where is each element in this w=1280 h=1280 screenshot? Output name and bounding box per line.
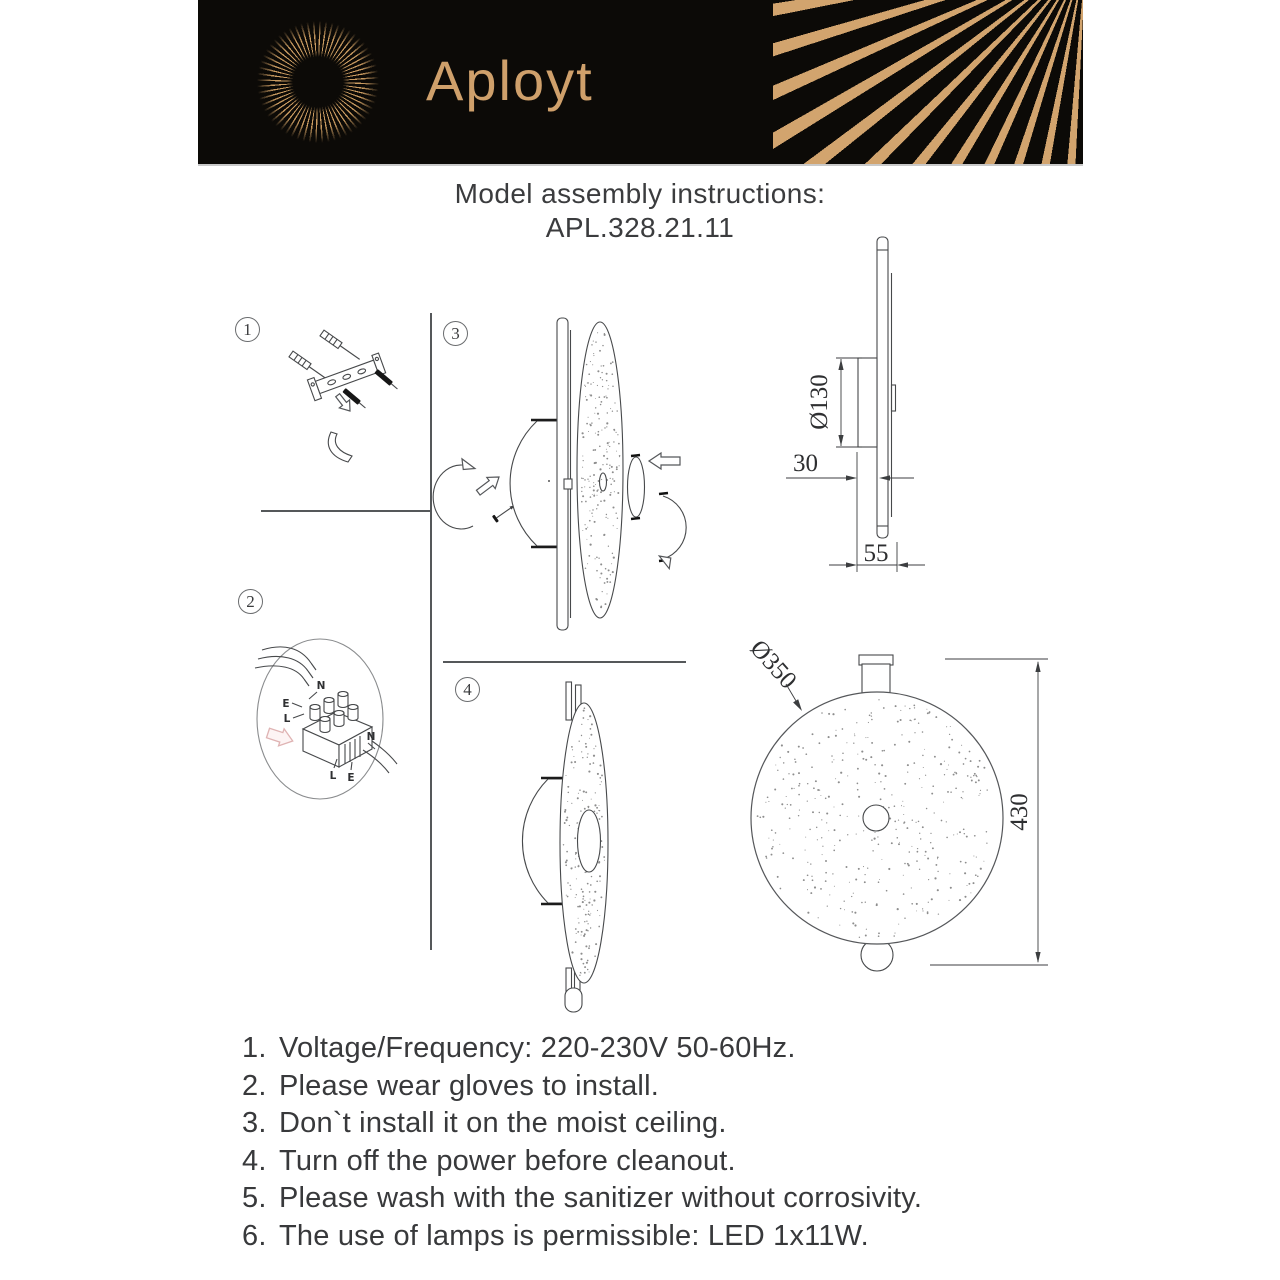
list-item-text: The use of lamps is permissible: LED 1x11W. [279, 1219, 869, 1252]
list-item-text: Don`t install it on the moist ceiling. [279, 1107, 727, 1139]
list-item-text: Turn off the power before cleanout. [279, 1144, 736, 1177]
list-item-number: 2. [242, 1069, 267, 1102]
wire-label-l: L [283, 713, 291, 725]
list-item [242, 1218, 922, 1256]
horizontal-divider-left [261, 510, 430, 512]
center-hole [863, 805, 889, 831]
step-2-wiring-drawing [230, 560, 430, 820]
dim-mount-diameter [806, 358, 862, 447]
list-item [242, 1143, 922, 1181]
lock-ring [628, 455, 645, 519]
list-item-text: Please wash with the sanitizer without corrosivity. [279, 1182, 923, 1214]
vertical-divider [430, 313, 432, 950]
push-arrow-icon [649, 453, 680, 469]
list-item [242, 1068, 922, 1106]
list-item [242, 1105, 922, 1143]
svg-text:55: 55 [863, 540, 889, 567]
dim-shade-diameter [745, 635, 805, 713]
dim-mount-depth [786, 450, 914, 572]
list-item-number: 3. [242, 1107, 267, 1139]
step-4-assembled-drawing [435, 665, 710, 1020]
starburst-logo-icon [254, 18, 382, 146]
direction-arrow-icon [474, 471, 503, 498]
list-item [242, 1180, 922, 1218]
side-dimension-drawing [780, 225, 930, 580]
brand-name: Aployt [426, 49, 594, 112]
dim-total-depth [829, 540, 925, 572]
pink-arrow-icon [265, 724, 295, 749]
step-2-badge: 2 [238, 589, 263, 614]
wire-label-e: E [282, 698, 290, 710]
svg-text:430: 430 [1006, 793, 1033, 831]
back-plate [557, 318, 572, 630]
ray-fan-decoration-icon [773, 0, 1083, 164]
step-1-badge: 1 [235, 317, 260, 342]
svg-text:Ø130: Ø130 [806, 374, 833, 430]
horizontal-divider-mid [443, 661, 686, 663]
rotate-arrow-icon [433, 459, 476, 529]
terminal-block [303, 692, 372, 768]
title-line1: Model assembly instructions: [454, 178, 826, 209]
wall-plug-icon [320, 330, 362, 362]
step-3-assembly-drawing [435, 310, 710, 660]
curved-clip [328, 432, 352, 462]
document-title [0, 177, 1280, 245]
wire-label-l-bottom: L [329, 770, 337, 782]
list-item-text: Voltage/Frequency: 220-230V 50-60Hz. [279, 1032, 796, 1064]
lamp-side-profile [858, 237, 896, 538]
mount-cover [510, 420, 559, 547]
rotate-arrow-icon [656, 493, 686, 569]
disc-center-hole [578, 810, 601, 872]
wire-label-e-bottom: E [347, 772, 355, 784]
wire-label-n-right: N [366, 731, 376, 743]
list-item-number: 6. [242, 1219, 267, 1252]
model-number: APL.328.21.11 [545, 212, 735, 243]
list-item [242, 1030, 922, 1068]
brand-header [198, 0, 1083, 166]
list-item-number: 5. [242, 1182, 267, 1214]
front-dimension-drawing [730, 620, 1060, 980]
screw-icon [374, 369, 399, 391]
step-4-badge: 4 [455, 677, 480, 702]
step-3-badge: 3 [443, 321, 468, 346]
step-1-bracket-drawing [230, 310, 430, 510]
list-item-text: Please wear gloves to install. [279, 1069, 659, 1102]
svg-text:Ø350: Ø350 [744, 634, 802, 695]
list-item-number: 1. [242, 1032, 267, 1064]
instructions-list [242, 1030, 922, 1255]
list-item-number: 4. [242, 1144, 267, 1177]
svg-text:30: 30 [793, 450, 818, 477]
wire-label-n: N [316, 680, 326, 692]
